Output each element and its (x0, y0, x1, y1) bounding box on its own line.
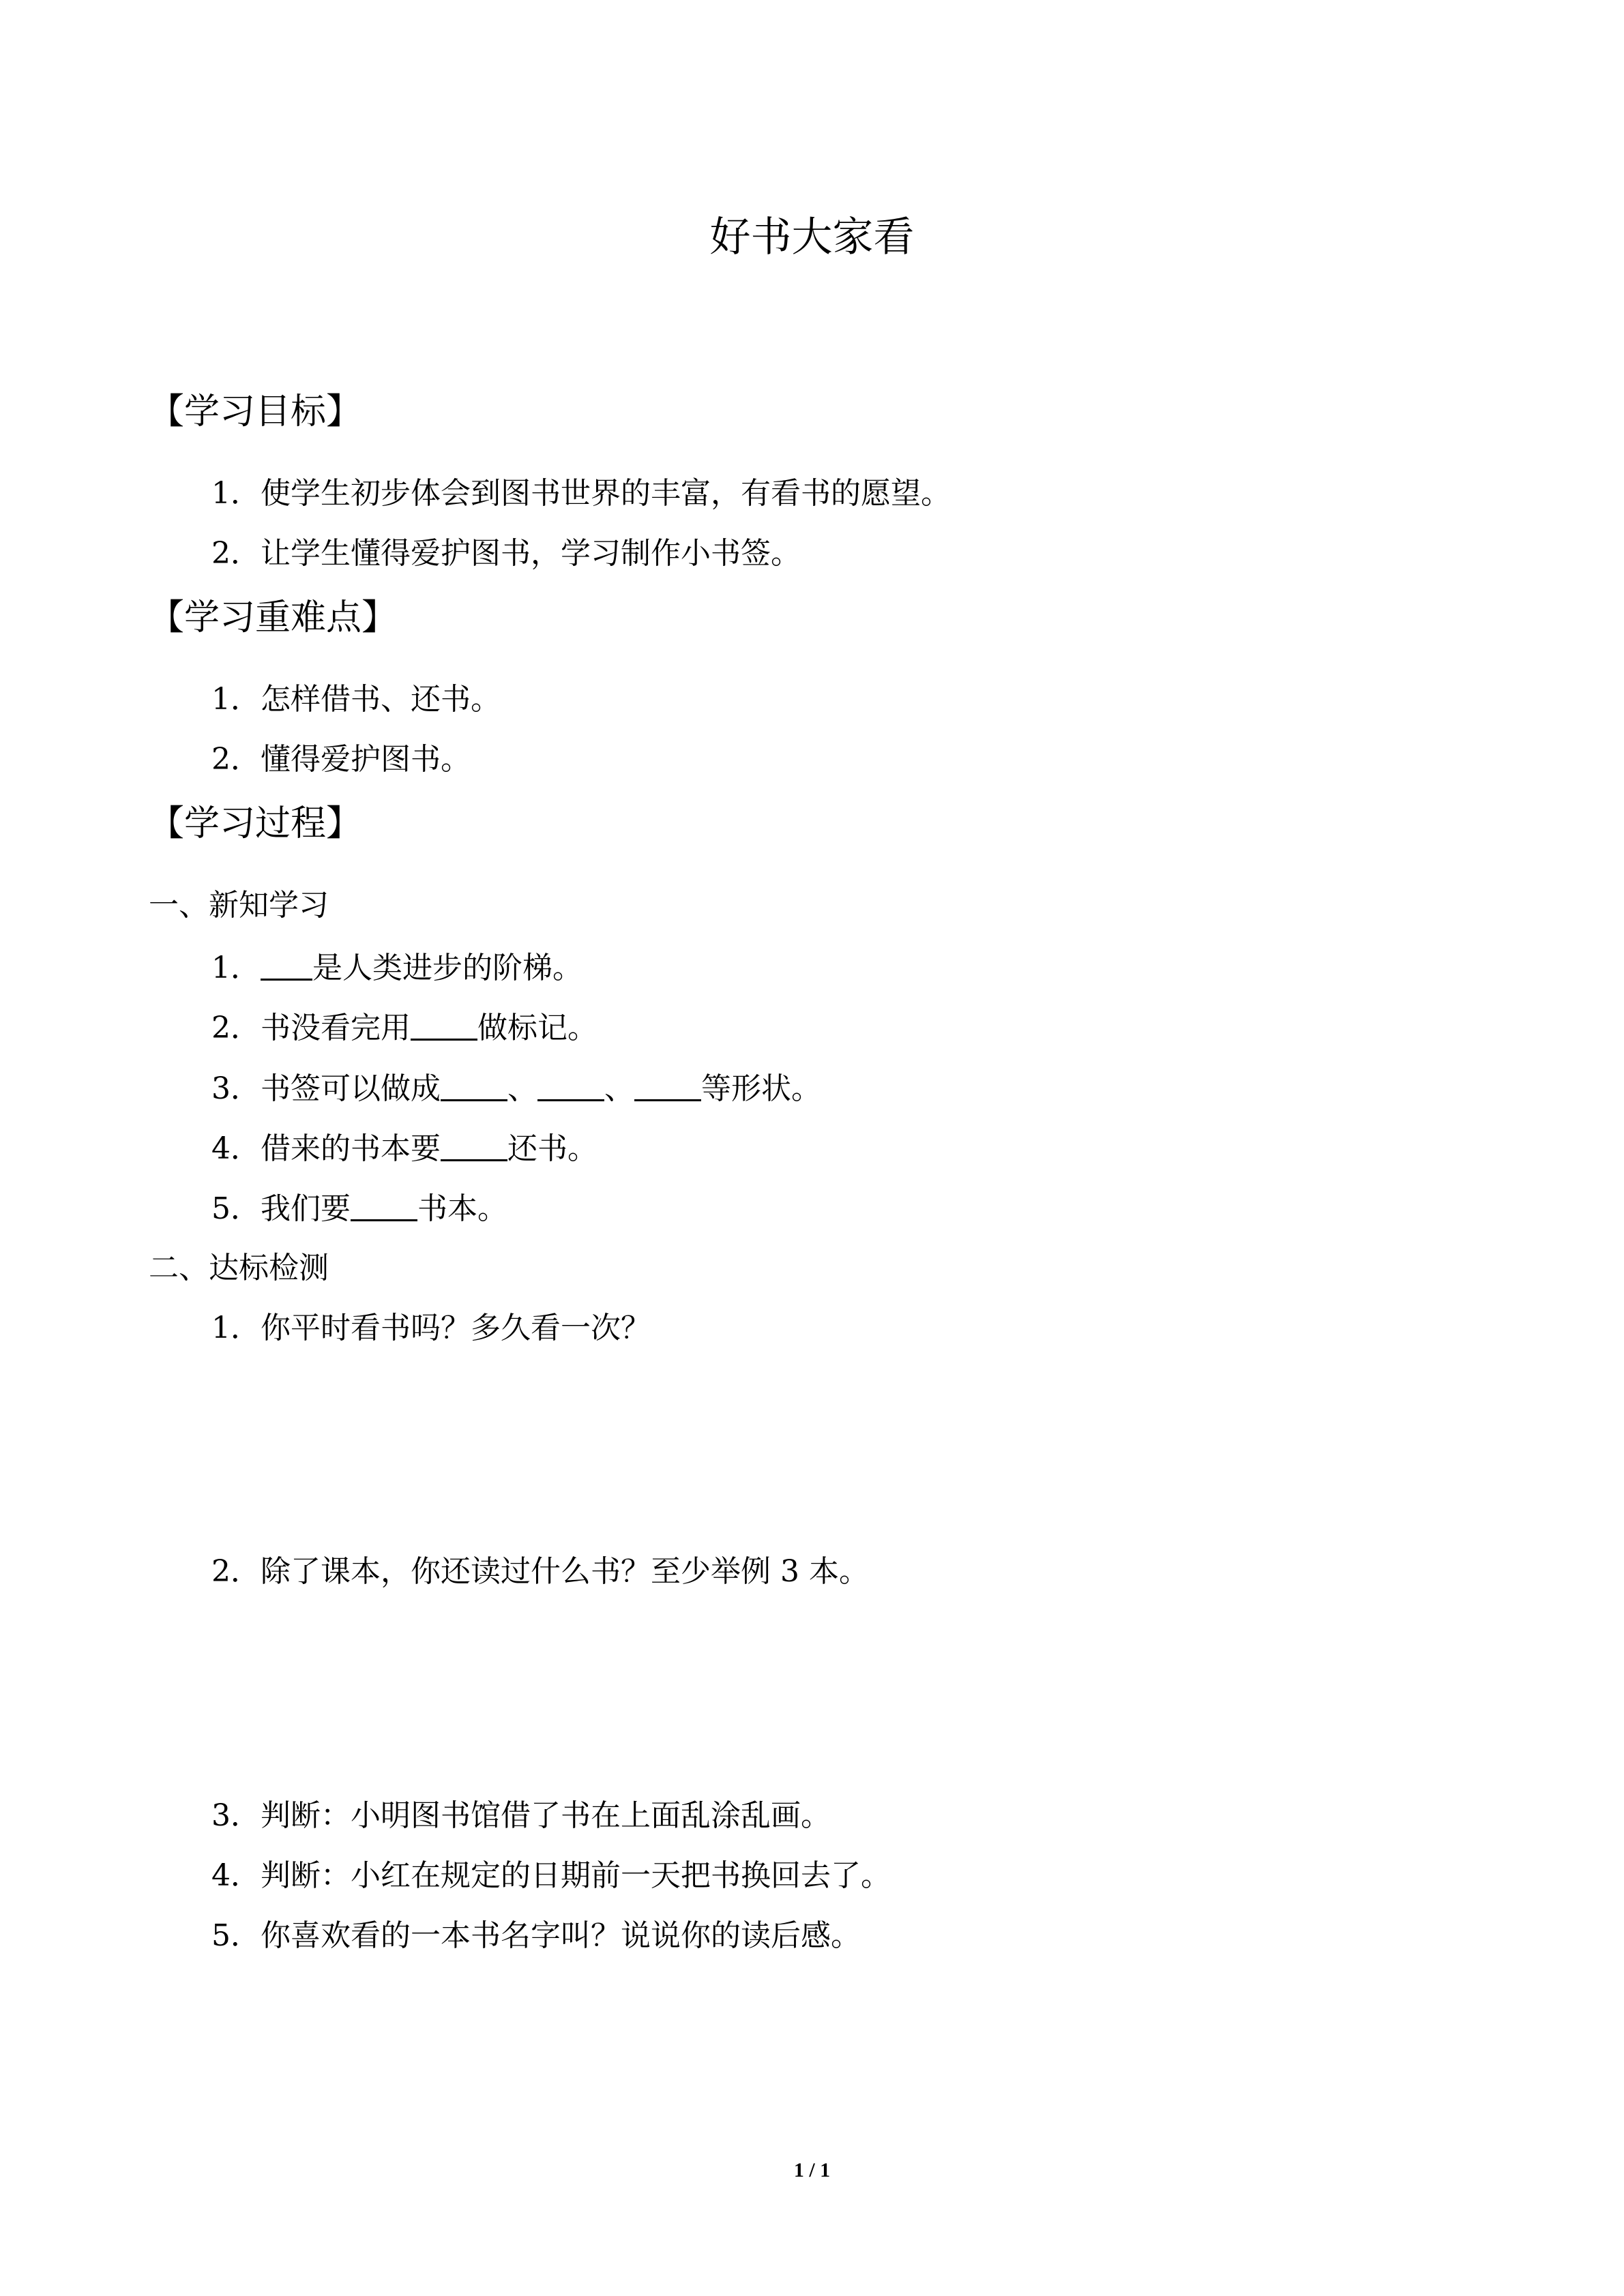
question-number: 2． (211, 1011, 261, 1045)
section-heading-process: 【学习过程】 (149, 803, 362, 844)
section-heading-goals: 【学习目标】 (149, 391, 362, 432)
part-label-assessment: 二、达标检测 (149, 1251, 329, 1285)
assessment-question-2: 2．除了课本，你还读过什么书？至少举例 3 本。 (211, 1554, 869, 1589)
question-text: 等形状。 (701, 1071, 821, 1106)
key-point-item-1: 1．怎样借书、还书。 (211, 682, 501, 717)
answer-blank[interactable] (634, 1072, 701, 1101)
separator: 、 (507, 1071, 537, 1106)
question-text: 借来的书本要 (261, 1131, 441, 1166)
page-title: 好书大家看 (709, 213, 915, 261)
question-text: 是人类进步的阶梯。 (312, 951, 582, 985)
question-text: 还书。 (507, 1131, 597, 1166)
separator: 、 (604, 1071, 634, 1106)
page-number: 1 / 1 (793, 2159, 831, 2181)
section-heading-key-points: 【学习重难点】 (149, 597, 398, 638)
assessment-question-5: 5．你喜欢看的一本书名字叫？说说你的读后感。 (211, 1918, 861, 1953)
fill-question-3 (211, 1072, 821, 1104)
question-number: 1． (211, 951, 261, 985)
part-label-new-knowledge: 一、新知学习 (149, 888, 329, 923)
answer-blank[interactable] (261, 951, 312, 981)
assessment-question-1: 1．你平时看书吗？多久看一次？ (211, 1311, 651, 1345)
question-text: 做标记。 (477, 1011, 597, 1045)
answer-blank[interactable] (411, 1011, 477, 1041)
answer-blank[interactable] (537, 1072, 604, 1101)
fill-question-5 (211, 1192, 507, 1224)
question-text: 书签可以做成 (261, 1071, 441, 1106)
fill-question-2 (211, 1011, 597, 1043)
fill-question-1 (211, 951, 582, 983)
question-number: 5． (211, 1191, 261, 1226)
key-point-item-2: 2．懂得爱护图书。 (211, 742, 471, 777)
goal-item-1: 1．使学生初步体会到图书世界的丰富，有看书的愿望。 (211, 476, 951, 511)
goal-item-2: 2．让学生懂得爱护图书，学习制作小书签。 (211, 536, 801, 571)
fill-question-4 (211, 1132, 597, 1164)
question-number: 4． (211, 1131, 261, 1166)
answer-blank[interactable] (351, 1192, 417, 1221)
answer-blank[interactable] (441, 1132, 507, 1161)
assessment-question-4: 4．判断：小红在规定的日期前一天把书换回去了。 (211, 1858, 891, 1893)
assessment-question-3: 3．判断：小明图书馆借了书在上面乱涂乱画。 (211, 1798, 831, 1833)
question-text: 书没看完用 (261, 1011, 411, 1045)
answer-blank[interactable] (441, 1072, 507, 1101)
question-text: 书本。 (417, 1191, 507, 1226)
question-number: 3． (211, 1071, 261, 1106)
question-text: 我们要 (261, 1191, 351, 1226)
